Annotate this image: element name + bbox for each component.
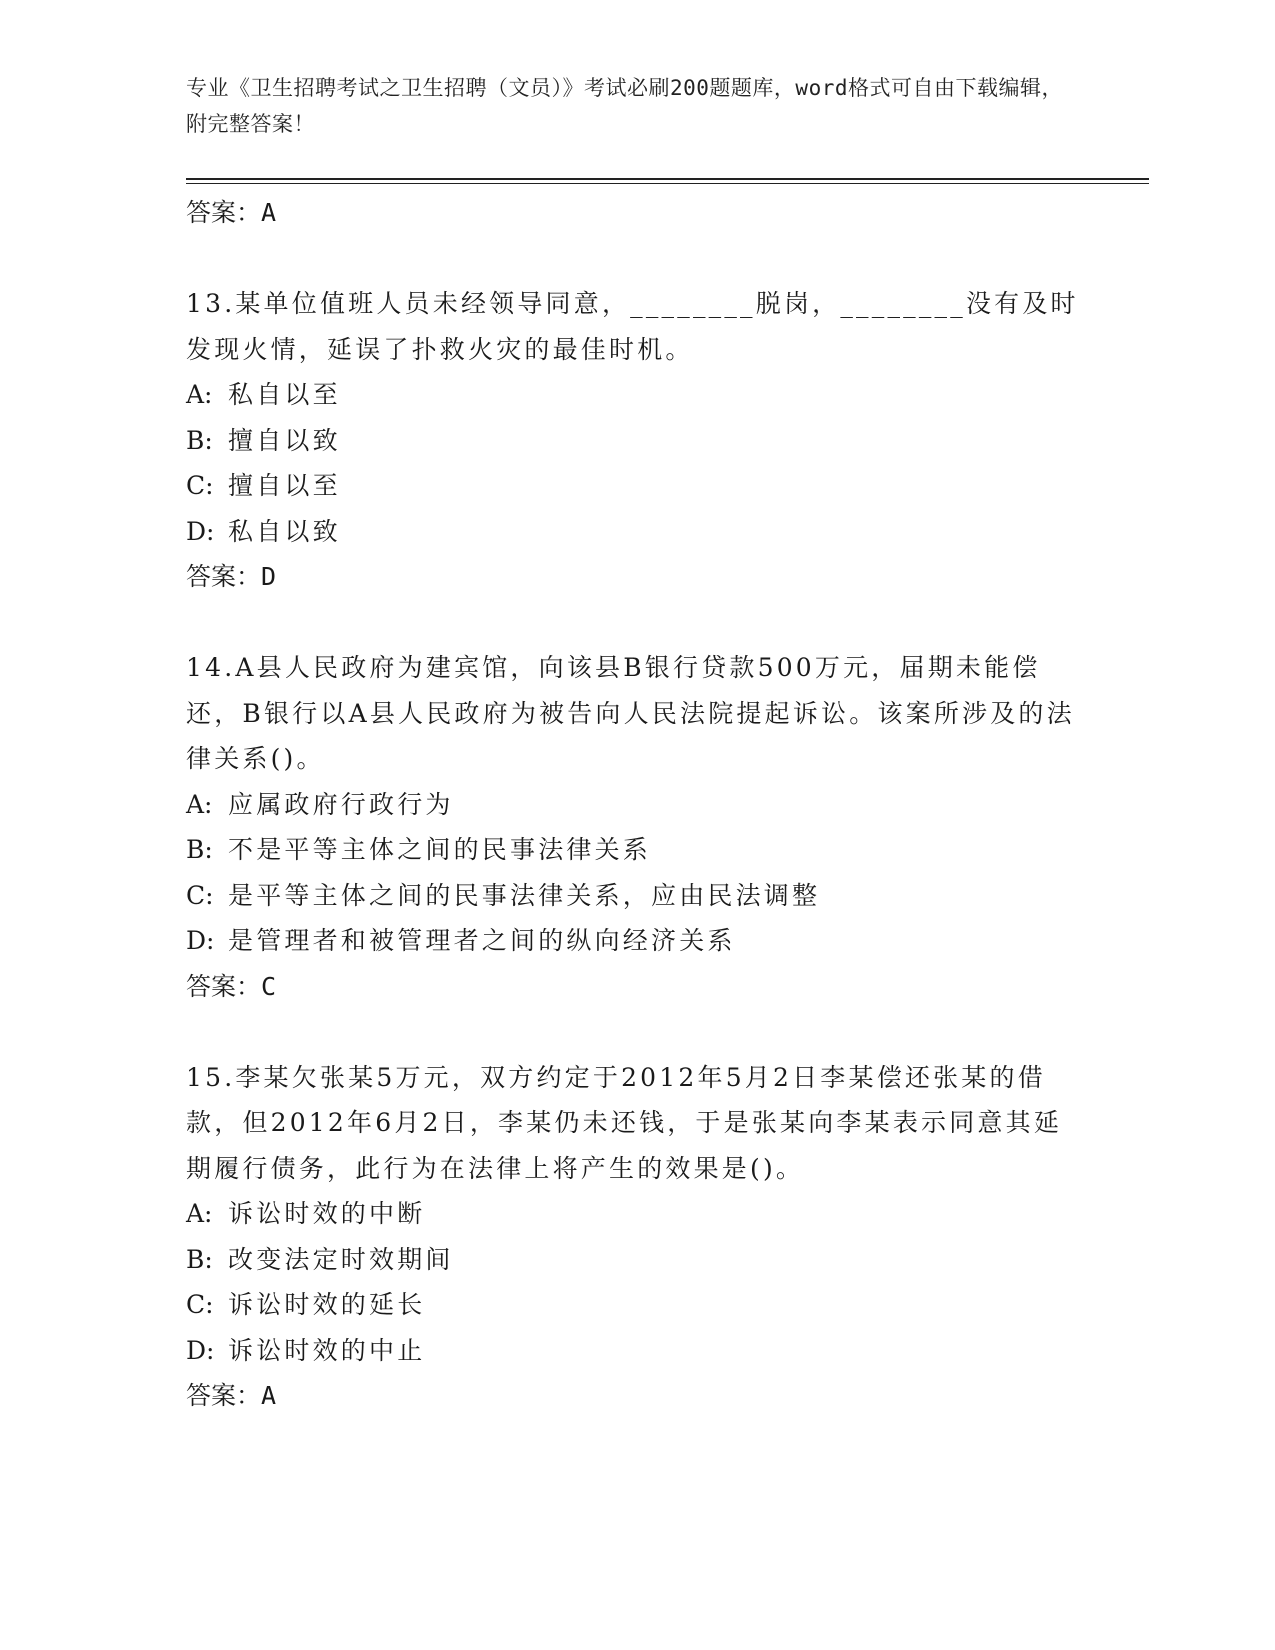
question-answer: 答案：D xyxy=(186,562,277,591)
question-14 xyxy=(186,645,1086,1009)
option-text: 是平等主体之间的民事法律关系，应由民法调整 xyxy=(228,880,821,910)
question-stem: 15.李某欠张某5万元，双方约定于2012年5月2日李某偿还张某的借款，但2012年6月2日，李某仍未还钱，于是张某向李某表示同意其延期履行债务，此行为在法律上将产生的效果是()。 xyxy=(186,1062,1063,1183)
option-key: C: xyxy=(186,1290,214,1319)
option-key: C: xyxy=(186,880,214,910)
option-text: 应属政府行政行为 xyxy=(228,789,454,819)
header-rule-thin xyxy=(186,183,1149,184)
question-list xyxy=(186,190,1086,1418)
option-c xyxy=(186,873,1086,919)
option-text: 诉讼时效的中断 xyxy=(228,1199,426,1228)
option-b xyxy=(186,418,1086,464)
question-stem: 13.某单位值班人员未经领导同意，________脱岗，________没有及时发现火情，延误了扑救火灾的最佳时机。 xyxy=(186,289,1079,364)
option-text: 改变法定时效期间 xyxy=(228,1244,454,1274)
previous-answer: 答案：A xyxy=(186,198,277,227)
option-key: B: xyxy=(186,835,213,864)
question-answer: 答案：A xyxy=(186,1381,277,1410)
option-c xyxy=(186,1282,1086,1328)
option-text: 是管理者和被管理者之间的纵向经济关系 xyxy=(228,926,736,955)
header-rule-thick xyxy=(186,178,1149,180)
option-text: 诉讼时效的延长 xyxy=(228,1290,426,1319)
option-text: 擅自以致 xyxy=(228,425,341,455)
question-15 xyxy=(186,1055,1086,1419)
option-a xyxy=(186,782,1086,828)
option-b xyxy=(186,1237,1086,1283)
option-b xyxy=(186,827,1086,873)
option-text: 私自以致 xyxy=(228,516,341,546)
question-answer: 答案：C xyxy=(186,971,277,1001)
option-key: B: xyxy=(186,1244,213,1274)
question-13 xyxy=(186,281,1086,599)
option-key: A: xyxy=(186,789,213,819)
option-text: 擅自以至 xyxy=(228,471,341,500)
option-a xyxy=(186,372,1086,418)
option-d xyxy=(186,1328,1086,1374)
option-a xyxy=(186,1191,1086,1237)
option-text: 私自以至 xyxy=(228,380,341,409)
option-c xyxy=(186,463,1086,509)
option-d xyxy=(186,509,1086,555)
option-d xyxy=(186,918,1086,964)
question-stem: 14.A县人民政府为建宾馆，向该县B银行贷款500万元，届期未能偿还，B银行以A县人民政府为被告向人民法院提起诉讼。该案所涉及的法律关系()。 xyxy=(186,653,1075,773)
option-key: B: xyxy=(186,425,213,455)
option-text: 诉讼时效的中止 xyxy=(228,1335,426,1365)
option-key: D: xyxy=(186,516,215,546)
option-text: 不是平等主体之间的民事法律关系 xyxy=(228,835,652,864)
option-key: A: xyxy=(186,380,213,409)
option-key: D: xyxy=(186,926,215,955)
document-header: 专业《卫生招聘考试之卫生招聘（文员）》考试必刷200题题库，word格式可自由下载编辑，附完整答案！ xyxy=(186,76,1063,136)
option-key: D: xyxy=(186,1335,215,1365)
option-key: C: xyxy=(186,471,214,500)
option-key: A: xyxy=(186,1199,213,1228)
